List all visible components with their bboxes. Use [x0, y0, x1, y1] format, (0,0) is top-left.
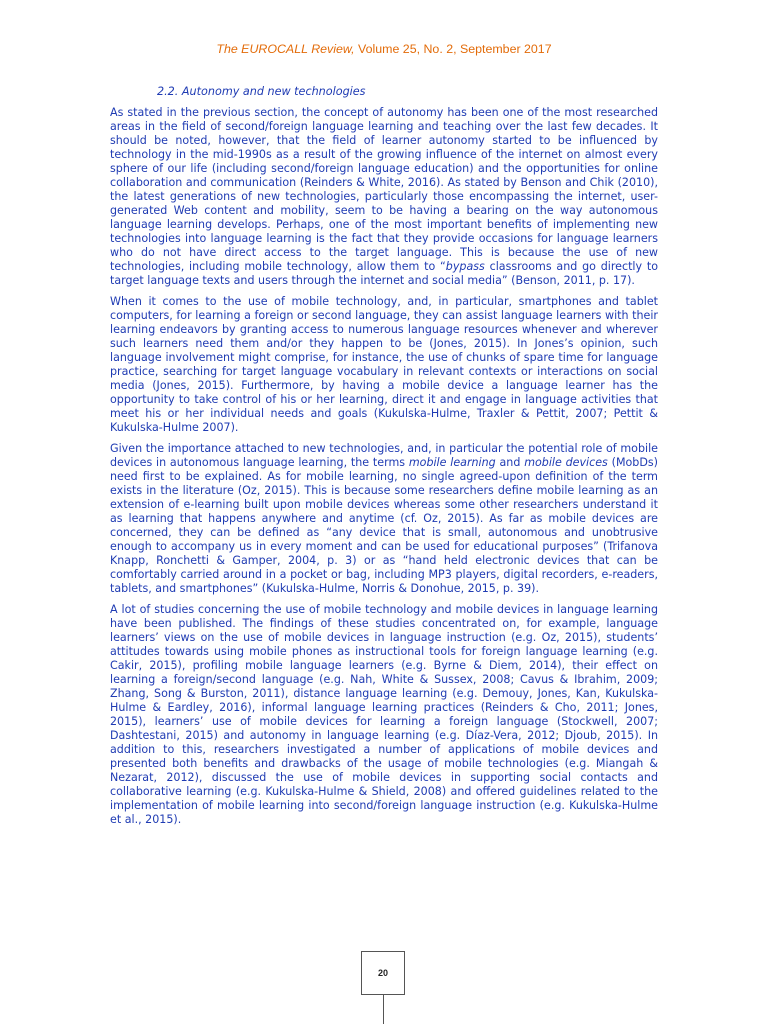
- page-number: 20: [377, 968, 388, 978]
- paragraph-3-italic-1: mobile learning: [408, 456, 496, 469]
- paragraph-1-text-b: classrooms and go directly to target language texts and users through the internet and social media” (Benson, 2011, p. 17).: [110, 260, 658, 287]
- journal-issue: Volume 25, No. 2, September 2017: [354, 42, 552, 56]
- paragraph-1-text-a: As stated in the previous section, the concept of autonomy has been one of the most researched areas in the field of second/foreign language learning and teaching over the last few decades. It should be noted, however, that the field of learner autonomy started to be influenced by technology in the mid-1990s as a result of the growing influence of the internet on almost every sphere of our life (including second/foreign language education) and the opportunities for online collaboration and communication (Reinders & White, 2016). As stated by Benson and Chik (2010), the latest generations of new technologies, particularly those encompassing the internet, user-generated Web content and mobility, seem to be having a bearing on the way autonomous language learning develops. Perhaps, one of the most important benefits of implementing new technologies into language learning is the fact that they provide occasions for language learners who do not have direct access to the target language. This is because the use of new technologies, including mobile technology, allow them to “: [110, 106, 658, 273]
- page-number-box: [361, 951, 405, 995]
- paragraph-4: A lot of studies concerning the use of mobile technology and mobile devices in language learning have been published. The findings of these studies concentrated on, for example, language learners’ views on the use of mobile devices in language instruction (e.g. Oz, 2015), students’ attitudes towards using mobile phones as instructional tools for foreign language learning (e.g. Cakir, 2015), profiling mobile language learners (e.g. Byrne & Diem, 2014), their effect on learning a foreign/second language (e.g. Nah, White & Sussex, 2008; Cavus & Ibrahim, 2009; Zhang, Song & Burston, 2011), distance language learning (e.g. Demouy, Jones, Kan, Kukulska-Hulme & Eardley, 2016), informal language learning practices (Reinders & Cho, 2011; Jones, 2015), learners’ use of mobile devices for learning a foreign language (Stockwell, 2007; Dashtestani, 2015) and autonomy in language learning (e.g. Díaz-Vera, 2012; Djoub, 2015). In addition to this, researchers investigated a number of applications of mobile devices and presented both benefits and drawbacks of the usage of mobile technologies (e.g. Miangah & Nezarat, 2012), discussed the use of mobile devices in supporting social contacts and collaborative learning (e.g. Kukulska-Hulme & Shield, 2008) and offered guidelines related to the implementation of mobile learning into second/foreign language instruction (e.g. Kukulska-Hulme et al., 2015).: [110, 603, 658, 826]
- journal-name: The EUROCALL Review,: [216, 42, 355, 56]
- paragraph-3-text-c: (MobDs) need first to be explained. As for mobile learning, no single agreed-upon definition of the term exists in the literature (Oz, 2015). This is because some researchers define mobile learning as an extension of e-learning built upon mobile devices whereas some other researchers understand it as learning that happens anywhere and anytime (cf. Oz, 2015). As far as mobile devices are concerned, they can be defined as “any device that is small, autonomous and unobtrusive enough to accompany us in every moment and can be used for educational purposes” (Trifanova Knapp, Ronchetti & Gamper, 2004, p. 3) or as “hand held electronic devices that can be comfortably carried around in a pocket or bag, including MP3 players, digital recorders, e-readers, tablets, and smartphones” (Kukulska-Hulme, Norris & Donohue, 2015, p. 39).: [110, 456, 658, 595]
- paragraph-3: [110, 442, 658, 596]
- paragraph-3-text-b: and: [495, 456, 525, 469]
- section-heading: 2.2. Autonomy and new technologies: [157, 85, 366, 98]
- paragraph-1-italic: bypass: [445, 260, 485, 273]
- paragraph-3-italic-2: mobile devices: [524, 456, 608, 469]
- paragraph-3-text-a: Given the importance attached to new technologies, and, in particular the potential role of mobile devices in autonomous language learning, the terms: [110, 442, 658, 469]
- article-body: [110, 106, 658, 834]
- page-number-connector-line: [383, 995, 384, 1024]
- journal-header: [0, 42, 768, 56]
- paragraph-2: When it comes to the use of mobile technology, and, in particular, smartphones and tablet computers, for learning a foreign or second language, they can assist language learners with their learning endeavors by granting access to numerous language resources whenever and wherever such learners need them and/or they happen to be (Jones, 2015). In Jones’s opinion, such language involvement might comprise, for instance, the use of chunks of spare time for language practice, searching for target language vocabulary in relevant contexts or interactions on social media (Jones, 2015). Furthermore, by having a mobile device a language learner has the opportunity to take control of his or her learning, direct it and engage in language activities that meet his or her individual needs and goals (Kukulska-Hulme, Traxler & Pettit, 2007; Pettit & Kukulska-Hulme 2007).: [110, 295, 658, 434]
- paragraph-1: [110, 106, 658, 288]
